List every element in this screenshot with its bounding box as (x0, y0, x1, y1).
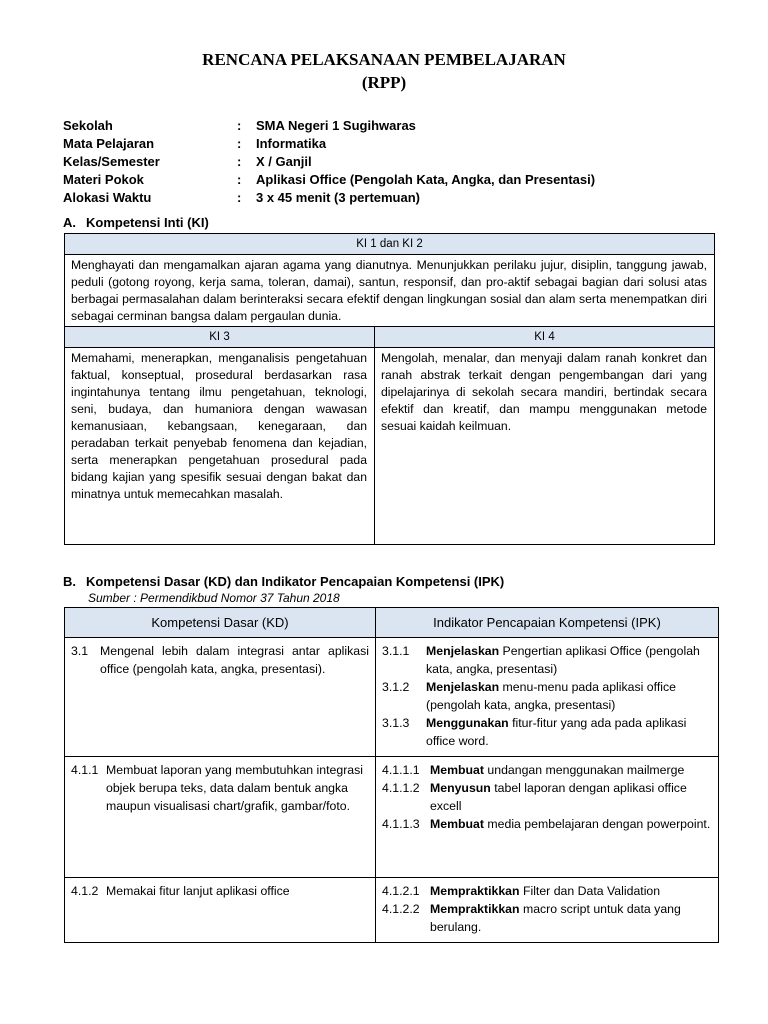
ipk-verb: Membuat (430, 817, 484, 831)
kd-number: 4.1.2 (71, 884, 99, 898)
ipk-verb: Menjelaskan (426, 680, 500, 694)
info-value: Informatika (256, 136, 327, 151)
ipk-item (382, 642, 712, 678)
table-row (65, 878, 719, 943)
ipk-item (382, 900, 712, 936)
document-title: RENCANA PELAKSANAAN PEMBELAJARAN (202, 50, 566, 69)
ipk-verb: Membuat (430, 763, 484, 777)
ipk-number: 3.1.2 (382, 680, 410, 694)
ipk-item (382, 779, 712, 815)
ki3-header: KI 3 (65, 327, 375, 348)
info-label: Sekolah (63, 118, 113, 133)
ipk-header: Indikator Pencapaian Kompetensi (IPK) (376, 608, 719, 638)
ipk-verb: Menggunakan (426, 716, 509, 730)
document-subtitle: (RPP) (361, 73, 407, 92)
info-value: Aplikasi Office (Pengolah Kata, Angka, dan Presentasi) (256, 172, 596, 187)
ki12-text: Menghayati dan mengamalkan ajaran agama yang dianutnya. Menunjukkan perilaku jujur, disiplin, tanggung jawab, peduli (gotong royong, kerja sama, toleran, damai), santun, responsif, dan pro-aktif sebagai bagian dari solusi atas berbagai permasalahan dalam berinteraksi secara efektif dengan lingkungan sosial dan alam serta menempatkan diri sebagai cerminan bangsa dalam pergaulan dunia. (65, 255, 715, 327)
ipk-text: media pembelajaran dengan powerpoint. (483, 817, 711, 831)
ipk-text: tabel laporan dengan aplikasi office excell (430, 781, 687, 813)
ipk-text: fitur-fitur yang ada pada aplikasi office word. (426, 716, 687, 748)
info-value: 3 x 45 menit (3 pertemuan) (256, 190, 420, 205)
ipk-number: 3.1.3 (382, 716, 410, 730)
ki4-text: Mengolah, menalar, dan menyaji dalam ranah konkret dan ranah abstrak terkait dengan pengembangan dari yang dipelajarinya di sekolah secara mandiri, bertindak secara efektif dan kreatif, dan mampu menggunakan metode sesuai kaidah keilmuan. (375, 348, 715, 545)
info-label: Kelas/Semester (63, 154, 160, 169)
info-separator: : (237, 136, 242, 151)
ki12-header: KI 1 dan KI 2 (65, 234, 715, 255)
section-b-heading (63, 574, 504, 589)
info-value: X / Ganjil (256, 154, 312, 169)
kd-text: Membuat laporan yang membutuhkan integrasi objek berupa teks, data dalam bentuk angka maupun visualisasi chart/grafik, gambar/foto. (106, 763, 364, 813)
info-value: SMA Negeri 1 Sugihwaras (256, 118, 416, 133)
info-separator: : (237, 154, 242, 169)
ipk-text: undangan menggunakan mailmerge (483, 763, 685, 777)
ipk-number: 4.1.2.2 (382, 902, 420, 916)
info-separator: : (237, 118, 242, 133)
kd-cell (65, 757, 376, 878)
ipk-item (382, 678, 712, 714)
ipk-verb: Mempraktikkan (430, 902, 520, 916)
ipk-item (382, 714, 712, 750)
kd-text: Memakai fitur lanjut aplikasi office (106, 884, 290, 898)
kd-cell (65, 638, 376, 757)
info-label: Materi Pokok (63, 172, 144, 187)
ipk-cell (376, 757, 719, 878)
info-separator: : (237, 190, 242, 205)
ipk-item (382, 882, 712, 900)
table-row (65, 638, 719, 757)
section-a-heading (63, 215, 209, 230)
section-title: Kompetensi Dasar (KD) dan Indikator Pencapaian Kompetensi (IPK) (86, 574, 505, 589)
ipk-verb: Menjelaskan (426, 644, 500, 658)
kd-number: 3.1 (71, 644, 89, 658)
section-title: Kompetensi Inti (KI) (86, 215, 209, 230)
ipk-number: 4.1.1.2 (382, 781, 420, 795)
ipk-number: 4.1.1.3 (382, 817, 420, 831)
ipk-item (382, 815, 712, 833)
ipk-item (382, 761, 712, 779)
kd-header: Kompetensi Dasar (KD) (65, 608, 376, 638)
kd-number: 4.1.1 (71, 763, 99, 777)
ipk-text: menu-menu pada aplikasi office (pengolah kata, angka, presentasi) (426, 680, 676, 712)
ipk-verb: Menyusun (430, 781, 491, 795)
kd-cell (65, 878, 376, 943)
table-row (65, 757, 719, 878)
section-number: B. (63, 574, 76, 589)
ki-table (64, 233, 715, 545)
ipk-number: 3.1.1 (382, 644, 410, 658)
ipk-cell (376, 878, 719, 943)
kd-text: Mengenal lebih dalam integrasi antar aplikasi office (pengolah kata, angka, presentasi). (100, 644, 369, 676)
info-label: Alokasi Waktu (63, 190, 152, 205)
info-separator: : (237, 172, 242, 187)
source-note: Sumber : Permendikbud Nomor 37 Tahun 2018 (88, 591, 340, 605)
ipk-number: 4.1.2.1 (382, 884, 420, 898)
section-number: A. (63, 215, 76, 230)
ipk-number: 4.1.1.1 (382, 763, 420, 777)
ki4-header: KI 4 (375, 327, 715, 348)
ki3-text: Memahami, menerapkan, menganalisis pengetahuan faktual, konseptual, prosedural berdasarkan rasa ingintahunya tentang ilmu pengetahuan, teknologi, seni, budaya, dan humaniora dengan wawasan kemanusiaan, kebangsaan, kenegaraan, dan peradaban terkait penyebab fenomena dan kejadian, serta menerapkan pengetahuan prosedural pada bidang kajian yang spesifik sesuai dengan bakat dan minatnya untuk memecahkan masalah. (65, 348, 375, 545)
kd-ipk-table (64, 607, 719, 943)
ipk-text: Filter dan Data Validation (519, 884, 661, 898)
ipk-cell (376, 638, 719, 757)
ipk-verb: Mempraktikkan (430, 884, 520, 898)
ipk-text: Pengertian aplikasi Office (pengolah kata, angka, presentasi) (426, 644, 700, 676)
info-label: Mata Pelajaran (63, 136, 155, 151)
ipk-text: macro script untuk data yang berulang. (430, 902, 681, 934)
